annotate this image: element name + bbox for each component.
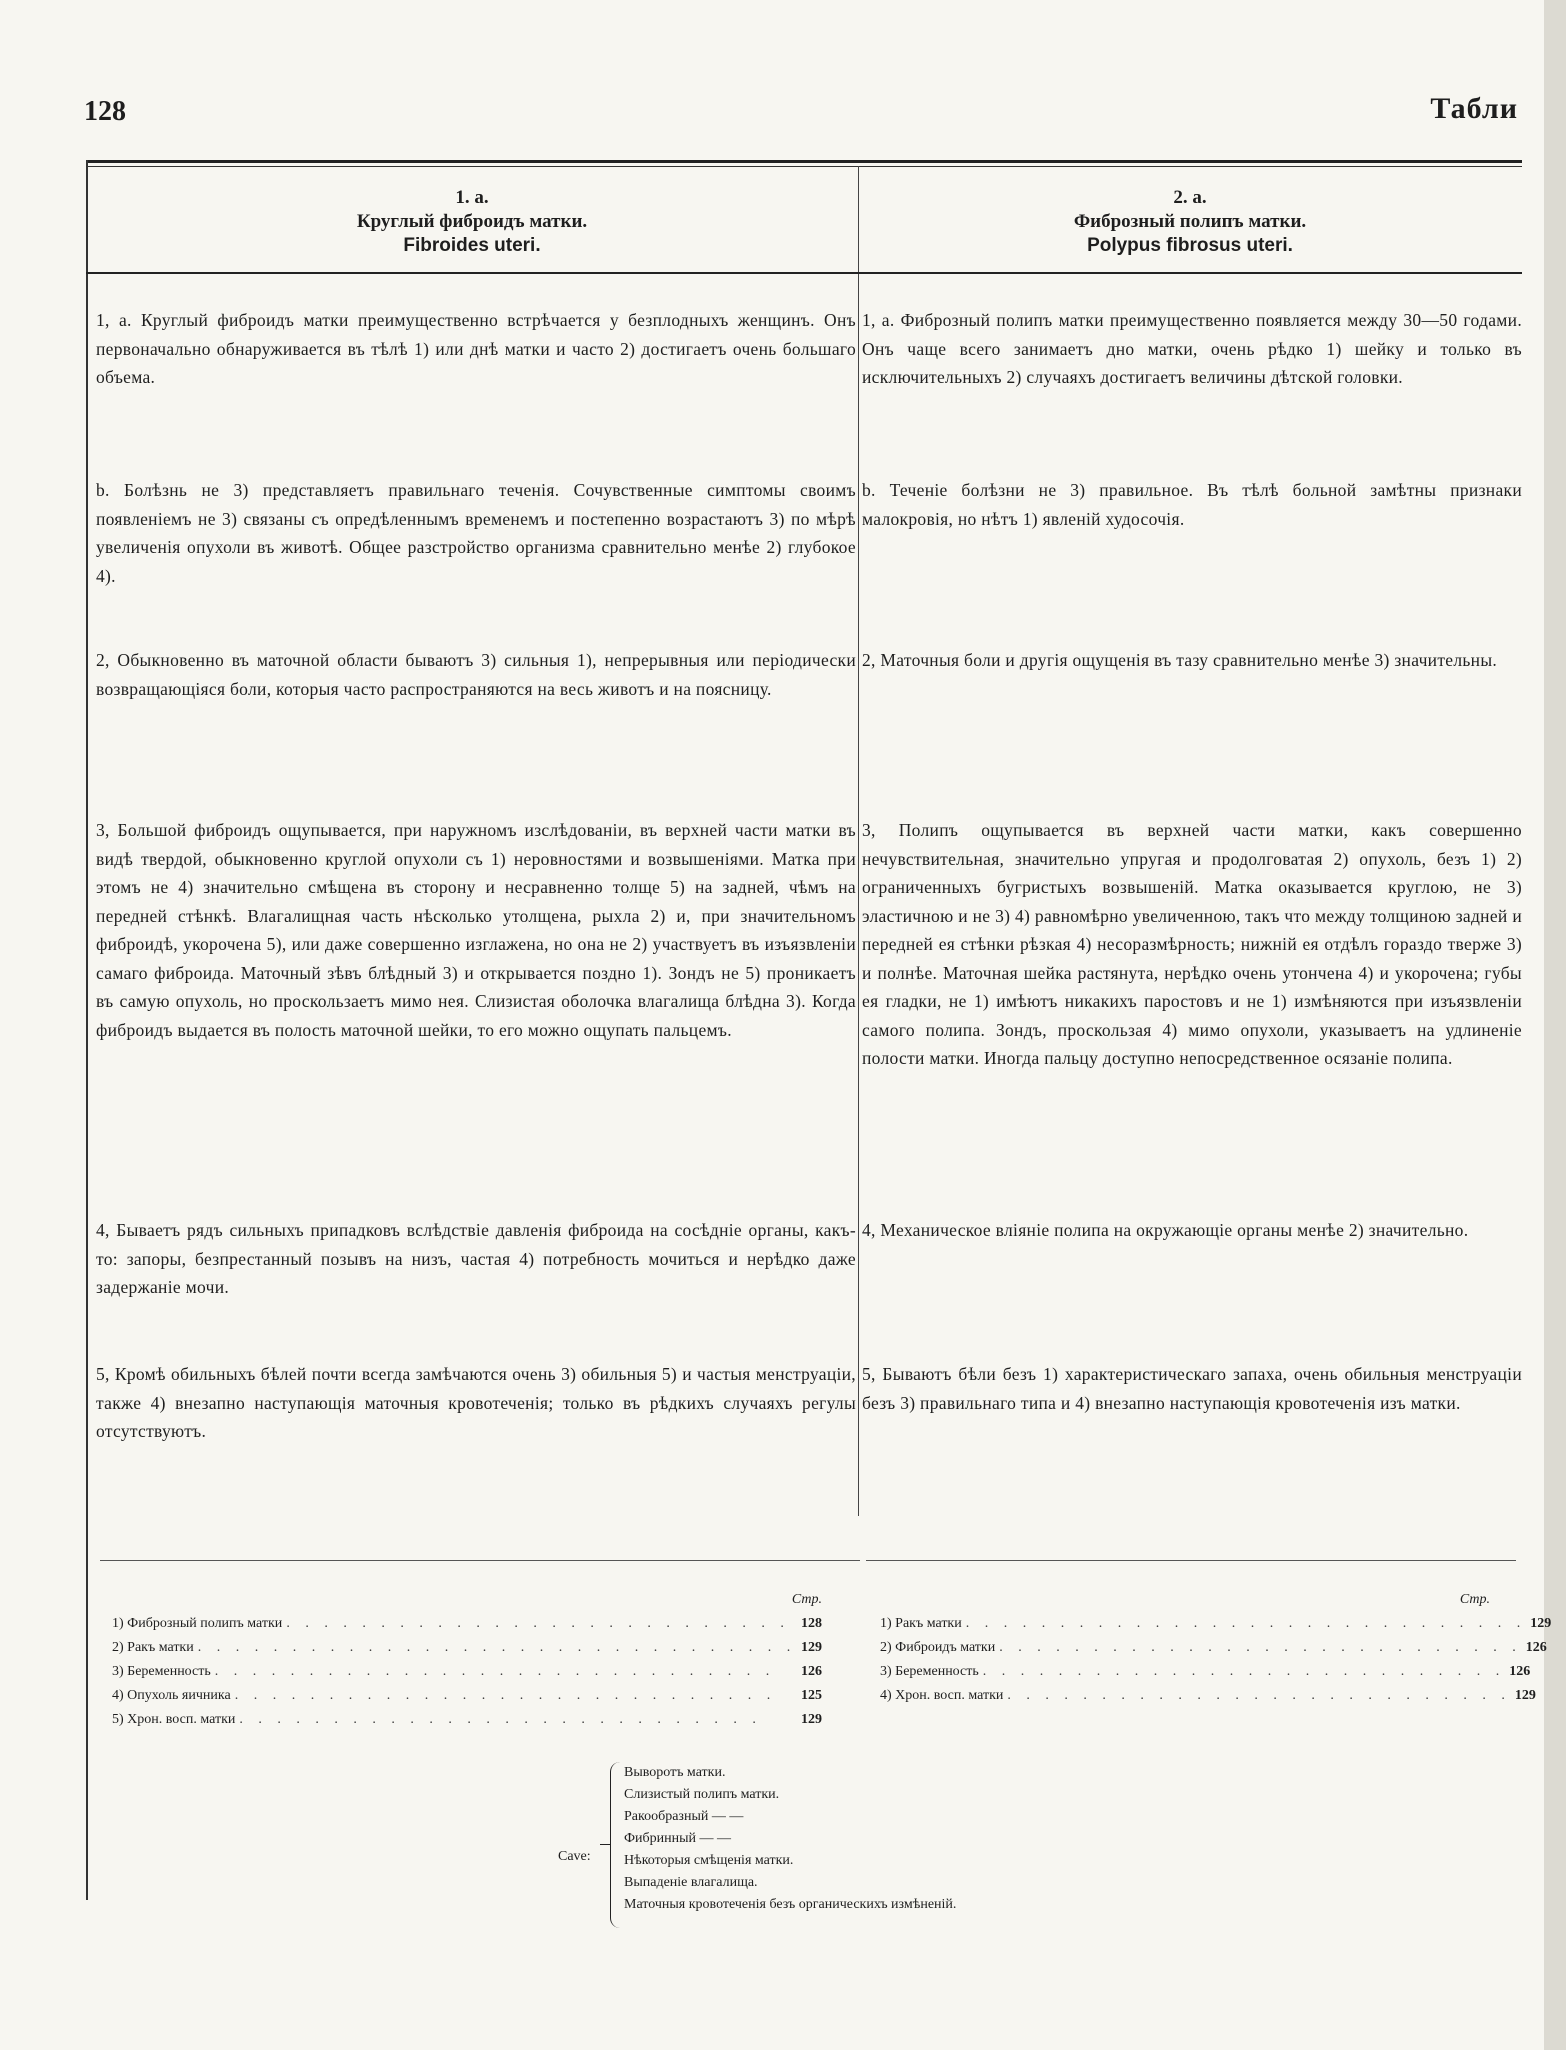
- footnote-page: 126: [1509, 1664, 1531, 1679]
- left-paragraph-4: 4, Бываетъ рядъ сильныхъ припадковъ вслѣдствіе давленія фиброида на сосѣдніе органы, какъ-то: запоры, безпрестанный позывъ на низъ, частая 4) потребность мочиться и нерѣдко даже задержаніе мочи.: [96, 1220, 856, 1297]
- cave-item: Ракообразный — —: [624, 1809, 744, 1824]
- cave-item: Нѣкоторыя смѣщенія матки.: [624, 1853, 794, 1868]
- footnote-label: 2) Фиброидъ матки: [880, 1640, 996, 1655]
- footnotes-left: [112, 1588, 822, 1732]
- footnote-rule-left: [100, 1560, 860, 1561]
- left-paragraph-1a: 1, а. Круглый фиброидъ матки преимущественно встрѣчается у безплодныхъ женщинъ. Онъ первоначально обнаруживается въ тѣлѣ 1) или днѣ матки и часто 2) достигаетъ очень большаго объема.: [96, 310, 856, 387]
- page-number: 128: [84, 96, 126, 127]
- right-paragraph-4: 4, Механическое вліяніе полипа на окружающіе органы менѣе 2) значительно.: [862, 1220, 1469, 1240]
- footnote-label: 5) Хрон. восп. матки: [112, 1712, 236, 1727]
- column-header-right: [862, 186, 1518, 258]
- curly-brace: [610, 1762, 621, 1928]
- footnote-page-header: Стр.: [1459, 1592, 1490, 1607]
- footnote-row: 3) Беременность . . . . . . . . . . . . . . . . . . . . . . . . . . . . 126: [880, 1660, 1490, 1684]
- footnote-page: 126: [801, 1664, 822, 1679]
- column-title: Круглый фиброидъ матки.: [356, 211, 588, 232]
- header-bottom-rule: [86, 272, 1522, 274]
- column-title: Фиброзный полипъ матки.: [1073, 211, 1307, 232]
- left-paragraph-5: 5, Кромѣ обильныхъ бѣлей почти всегда замѣчаются очень 3) обильныя 5) и частыя менструаціи, также 4) внезапно наступающія маточныя кровотеченія; только въ рѣдкихъ случаяхъ регулы отсутствуютъ.: [96, 1364, 856, 1441]
- footnote-row: 2) Ракъ матки . . . . . . . . . . . . . . . . . . . . . . . . . . . . . . . . 129: [112, 1636, 822, 1660]
- footnote-row: 2) Фиброидъ матки . . . . . . . . . . . . . . . . . . . . . . . . . . . . 126: [880, 1636, 1490, 1660]
- left-paragraph-3: 3, Большой фиброидъ ощупывается, при наружномъ изслѣдованіи, въ верхней части матки въ видѣ твердой, обыкновенно круглой опухоли съ 1) неровностями и возвышеніями. Матка при этомъ не 4) значительно смѣщена въ сторону и несравненно толще 5) на задней, чѣмъ на передней стѣнкѣ. Влагалищная часть нѣсколько утолщена, рыхла 2) и, при значительномъ фиброидѣ, укорочена 5), или даже совершенно изглажена, но она не 2) участвуетъ въ изъязвленіи самаго фиброида. Маточный зѣвъ блѣдный 3) и открывается поздно 1). Зондъ не 5) проникаетъ въ самую опухоль, но проскользаетъ мимо нея. Слизистая оболочка влагалища блѣдна 3). Когда фиброидъ выдается въ полость маточной шейки, то его можно ощупать пальцемъ.: [96, 820, 856, 1040]
- footnote-row: 3) Беременность . . . . . . . . . . . . . . . . . . . . . . . . . . . . . . 126: [112, 1660, 822, 1684]
- cave-item: Выворотъ матки.: [624, 1765, 726, 1780]
- cave-item: Маточныя кровотеченія безъ органическихъ измѣненій.: [624, 1897, 957, 1912]
- right-paragraph-1a: 1, а. Фиброзный полипъ матки преимущественно появляется между 30—50 годами. Онъ чаще всего занимаетъ дно матки, очень рѣдко 1) шейку и только въ исключительныхъ 2) случаяхъ достигаетъ величины дѣтской головки.: [862, 310, 1522, 387]
- footnote-page: 128: [801, 1616, 822, 1631]
- footnote-row: 1) Ракъ матки . . . . . . . . . . . . . . . . . . . . . . . . . . . . . . 129: [880, 1612, 1490, 1636]
- footnote-row: 1) Фиброзный полипъ матки . . . . . . . . . . . . . . . . . . . . . . . . . . . 128: [112, 1612, 822, 1636]
- column-number: 1. а.: [455, 187, 489, 208]
- right-paragraph-1b: b. Теченіе болѣзни не 3) правильное. Въ тѣлѣ больной замѣтны признаки малокровія, но нѣтъ 1) явленій худосочія.: [862, 480, 1522, 529]
- footnote-page: 129: [801, 1640, 822, 1655]
- footnote-rule-right: [866, 1560, 1516, 1561]
- table-left-border: [86, 160, 88, 1900]
- footnotes-right: [880, 1588, 1552, 1708]
- table-top-rule: [86, 160, 1522, 163]
- curly-brace-tip: [600, 1844, 610, 1845]
- footnote-label: 1) Фиброзный полипъ матки: [112, 1616, 283, 1631]
- footnote-page: 129: [1514, 1688, 1536, 1703]
- right-paragraph-5: 5, Бываютъ бѣли безъ 1) характеристическаго запаха, очень обильныя менструаціи безъ 3) правильнаго типа и 4) внезапно наступающія кровотеченія изъ матки.: [862, 1364, 1522, 1413]
- column-latin-title: Fibroides uteri.: [403, 235, 541, 256]
- cave-item: Слизистый полипъ матки.: [624, 1787, 780, 1802]
- footnote-page-header: Стр.: [791, 1592, 822, 1607]
- column-divider: [858, 166, 859, 1516]
- footnote-row: 4) Опухоль яичника . . . . . . . . . . . . . . . . . . . . . . . . . . . . . 125: [112, 1684, 822, 1708]
- footnote-row: 4) Хрон. восп. матки . . . . . . . . . . . . . . . . . . . . . . . . . . . 129: [880, 1684, 1490, 1708]
- page-edge: [1544, 0, 1566, 2050]
- cave-item: Выпаденіе влагалища.: [624, 1875, 758, 1890]
- footnote-page: 129: [801, 1712, 822, 1727]
- right-paragraph-2: 2, Маточныя боли и другія ощущенія въ тазу сравнительно менѣе 3) значительны.: [862, 650, 1498, 670]
- right-paragraph-3: 3, Полипъ ощупывается въ верхней части матки, какъ совершенно нечувствительная, значительно упругая и продолговатая 2) опухоль, безъ 1) 2) ограниченныхъ бугристыхъ возвышеній. Матка оказывается круглою, не 3) эластичною и не 3) 4) равномѣрно увеличенною, такъ что между толщиною задней и передней ея стѣнки рѣзкая 4) несоразмѣрность; нижній ея отдѣлъ гораздо тверже 3) и полнѣе. Маточная шейка растянута, нерѣдко очень утончена 4) и укорочена; губы ея гладки, не 1) имѣютъ никакихъ паростовъ и не 1) измѣняются при изъязвленіи самого полипа. Зондъ, проскользая 4) мимо опухоли, указываетъ на удлиненіе полости матки. Иногда пальцу доступно непосредственное осязаніе полипа.: [862, 820, 1522, 1068]
- left-paragraph-1b: b. Болѣзнь не 3) представляетъ правильнаго теченія. Сочувственные симптомы своимъ появленіемъ не 3) связаны съ опредѣленнымъ временемъ и постепенно возрастаютъ 3) по мѣрѣ увеличенія опухоли въ животѣ. Общее разстройство организма сравнительно менѣе 2) глубокое 4).: [96, 480, 856, 586]
- footnote-label: 4) Хрон. восп. матки: [880, 1688, 1004, 1703]
- footnote-row: 5) Хрон. восп. матки . . . . . . . . . . . . . . . . . . . . . . . . . . . . 129: [112, 1708, 822, 1732]
- footnote-label: 4) Опухоль яичника: [112, 1688, 231, 1703]
- footnote-page: 126: [1525, 1640, 1547, 1655]
- table-top-rule-thin: [86, 166, 1522, 167]
- left-paragraph-2: 2, Обыкновенно въ маточной области бываютъ 3) сильныя 1), непрерывныя или періодически возвращающіяся боли, которыя часто распространяются на весь животъ и на поясницу.: [96, 650, 856, 699]
- footnote-page: 125: [801, 1688, 822, 1703]
- footnote-page: 129: [1530, 1616, 1552, 1631]
- cave-label: Cave:: [558, 1849, 591, 1864]
- footnote-label: 3) Беременность: [112, 1664, 211, 1679]
- footnote-label: 3) Беременность: [880, 1664, 979, 1679]
- column-number: 2. а.: [1173, 187, 1207, 208]
- cave-item: Фибринный — —: [624, 1831, 732, 1846]
- footnote-label: 2) Ракъ матки: [112, 1640, 194, 1655]
- cave-list: [624, 1762, 956, 1916]
- column-latin-title: Polypus fibrosus uteri.: [1087, 235, 1293, 256]
- running-head: Табли: [1430, 92, 1518, 125]
- footnote-label: 1) Ракъ матки: [880, 1616, 962, 1631]
- column-header-left: [90, 186, 854, 258]
